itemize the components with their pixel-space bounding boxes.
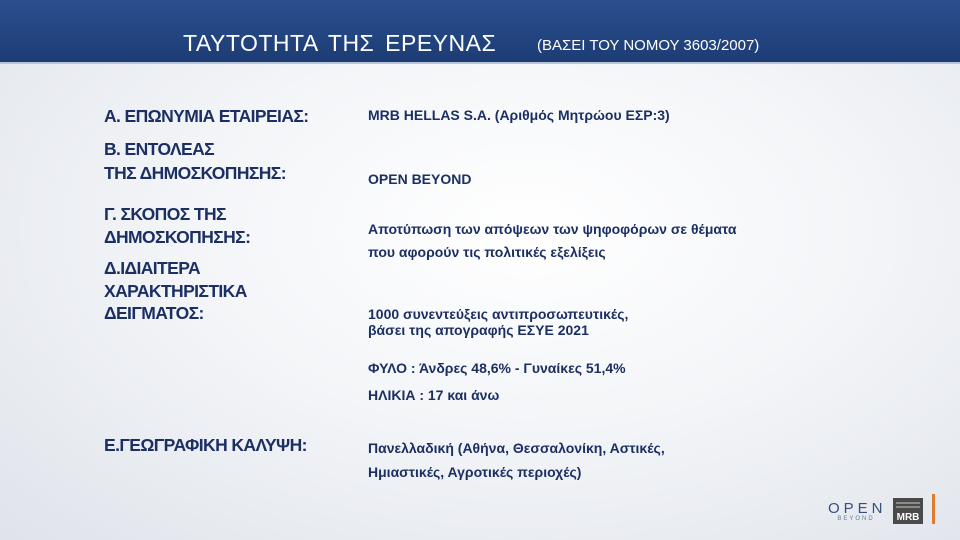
mrb-logo-text: MRB [896, 512, 920, 523]
coverage-label: Ε.ΓΕΩΓΡΑΦΙΚΗ ΚΑΛΥΨΗ: [104, 435, 307, 455]
open-logo-word: OPEN [828, 500, 887, 517]
sample-value-gender: ΦΥΛΟ : Άνδρες 48,6% - Γυναίκες 51,4% [368, 360, 626, 376]
sample-value-age: ΗΛΙΚΙΑ : 17 και άνω [368, 387, 500, 403]
purpose-value-line2: που αφορούν τις πολιτικές εξελίξεις [368, 244, 606, 260]
sample-label-line2: ΧΑΡΑΚΤΗΡΙΣΤΙΚΑ [104, 281, 247, 301]
sample-value-interviews: 1000 συνεντεύξεις αντιπροσωπευτικές, [368, 306, 629, 322]
coverage-value-line2: Ημιαστικές, Αγροτικές περιοχές) [368, 464, 582, 480]
commissioner-label-line2: ΤΗΣ ΔΗΜΟΣΚΟΠΗΣΗΣ: [104, 163, 286, 183]
sample-label-line1: Δ.ΙΔΙΑΙΤΕΡΑ [104, 258, 201, 278]
commissioner-value: OPEN BEYOND [368, 171, 472, 187]
sample-value-census: βάσει της απογραφής ΕΣΥΕ 2021 [368, 322, 589, 338]
purpose-label-line1: Γ. ΣΚΟΠΟΣ ΤΗΣ [104, 204, 226, 224]
open-beyond-logo [828, 500, 887, 522]
sample-label-line3: ΔΕΙΓΜΑΤΟΣ: [104, 303, 204, 323]
purpose-label-line2: ΔΗΜΟΣΚΟΠΗΣΗΣ: [104, 227, 251, 247]
mrb-logo-stripe [896, 502, 920, 504]
header-bar [0, 0, 960, 64]
mrb-logo [893, 498, 923, 524]
company-name-label: Α. ΕΠΩΝΥΜΙΑ ΕΤΑΙΡΕΙΑΣ: [104, 106, 309, 126]
commissioner-label-line1: Β. ΕΝΤΟΛΕΑΣ [104, 139, 215, 159]
purpose-value-line1: Αποτύπωση των απόψεων των ψηφοφόρων σε θέματα [368, 221, 737, 237]
open-logo-sub: BEYOND [837, 516, 875, 522]
mrb-logo-stripe [896, 506, 920, 508]
page-title: ΤΑΥΤΟΤΗΤΑ ΤΗΣ ΕΡΕΥΝΑΣ [183, 30, 497, 56]
accent-bar [932, 494, 935, 524]
coverage-value-line1: Πανελλαδική (Αθήνα, Θεσσαλονίκη, Αστικές, [368, 440, 665, 456]
page-subtitle: (ΒΑΣΕΙ ΤΟΥ ΝΟΜΟΥ 3603/2007) [537, 37, 760, 54]
company-name-value: MRB HELLAS S.A. (Αριθμός Μητρώου ΕΣΡ:3) [368, 107, 670, 123]
